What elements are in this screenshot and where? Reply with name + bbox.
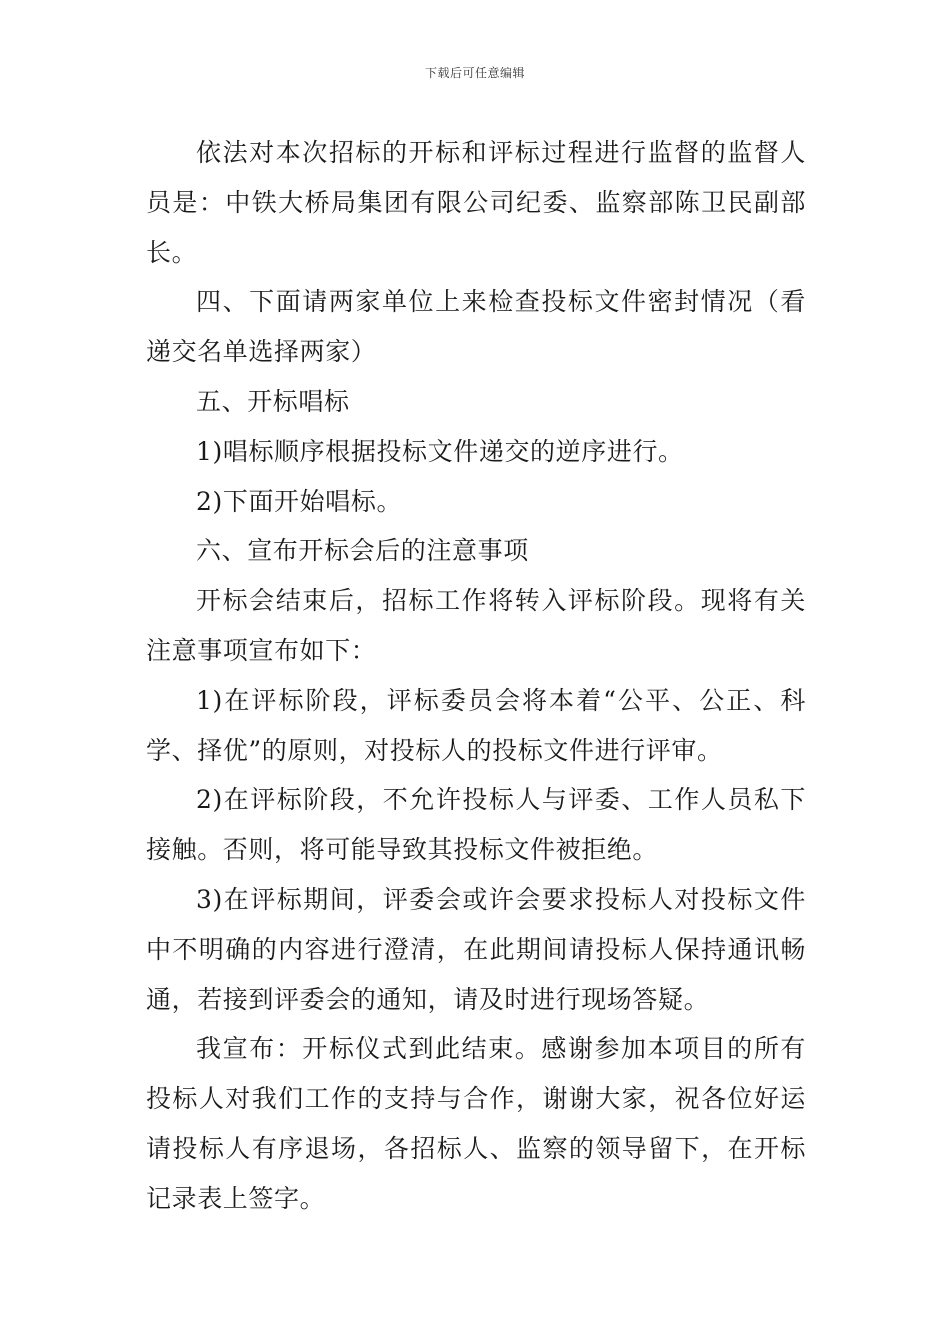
paragraph-five-item-2: 2)下面开始唱标。 [196, 486, 403, 516]
paragraph-supervisor: 依法对本次招标的开标和评标过程进行监督的监督人员是：中铁大桥局集团有限公司纪委、监察部陈卫民副部长。 [146, 138, 806, 267]
paragraph-six-item-3: 3)在评标期间，评委会或许会要求投标人对投标文件中不明确的内容进行澄清，在此期间请投标人保持通讯畅通，若接到评委会的通知，请及时进行现场答疑。 [146, 884, 806, 1014]
paragraph-section-six-heading: 六、宣布开标会后的注意事项 [196, 536, 529, 566]
paragraph-section-five-heading: 五、开标唱标 [196, 386, 350, 416]
paragraph-section-four: 四、下面请两家单位上来检查投标文件密封情况（看递交名单选择两家） [146, 287, 806, 367]
page-header: 下载后可任意编辑 [424, 66, 525, 80]
paragraph-six-item-2: 2)在评标阶段，不允许投标人与评委、工作人员私下接触。否则，将可能导致其投标文件被拒绝。 [146, 785, 806, 865]
document-body [146, 128, 806, 1224]
paragraph-closing: 我宣布：开标仪式到此结束。感谢参加本项目的所有投标人对我们工作的支持与合作，谢谢大家，祝各位好运请投标人有序退场，各招标人、监察的领导留下，在开标记录表上签字。 [146, 1034, 806, 1213]
paragraph-five-item-1: 1)唱标顺序根据投标文件递交的逆序进行。 [196, 436, 684, 466]
paragraph-six-item-1: 1)在评标阶段，评标委员会将本着“公平、公正、科学、择优”的原则，对投标人的投标文件进行评审。 [146, 685, 806, 765]
paragraph-six-intro: 开标会结束后，招标工作将转入评标阶段。现将有关注意事项宣布如下： [146, 586, 806, 665]
